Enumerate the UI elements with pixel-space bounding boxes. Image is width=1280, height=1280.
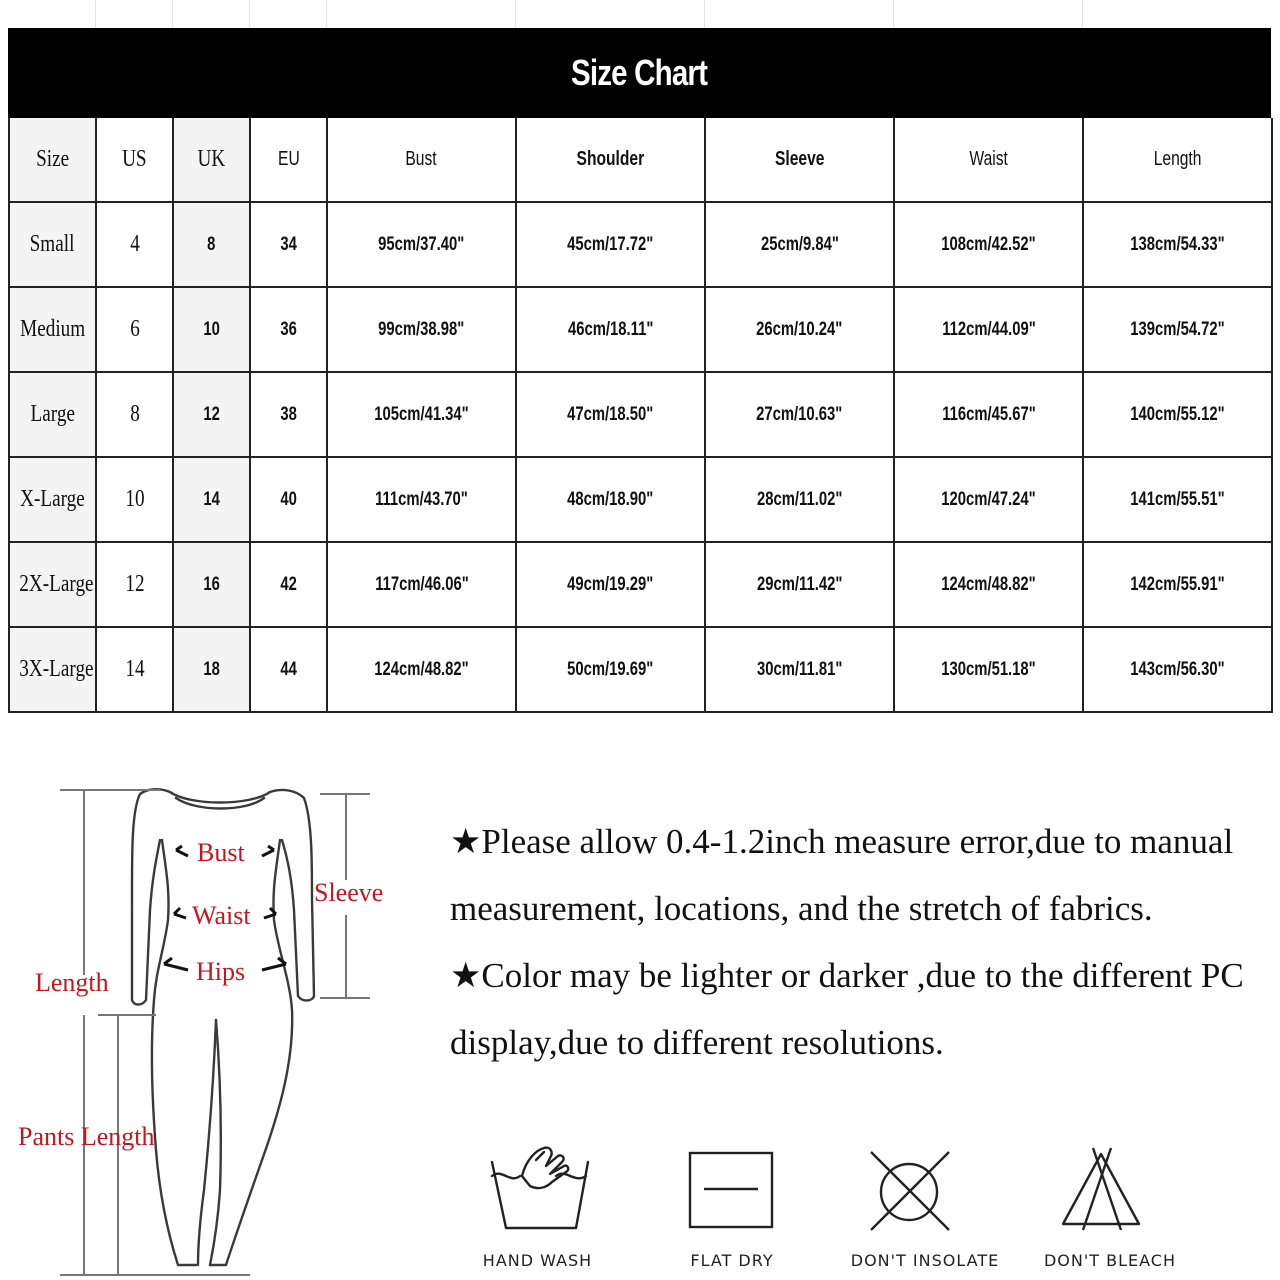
care-label: HAND WASH (482, 1251, 593, 1270)
care-dont-insolate (845, 1140, 1005, 1280)
care-hand-wash (470, 1140, 605, 1280)
size-name-cell: X-Large (9, 457, 96, 542)
measurement-cell: 99cm/38.98" (327, 287, 516, 372)
measurement-cell: 117cm/46.06" (327, 542, 516, 627)
measurement-cell: 30cm/11.81" (705, 627, 894, 712)
care-notes (450, 808, 1250, 1076)
table-row (9, 372, 1272, 457)
size-name-cell: Small (9, 202, 96, 287)
size-chart (8, 28, 1271, 713)
measurement-cell: 124cm/48.82" (327, 627, 516, 712)
measurement-cell: 14 (96, 627, 173, 712)
size-name-cell: Medium (9, 287, 96, 372)
measurement-figure (0, 770, 430, 1280)
measurement-cell: 47cm/18.50" (516, 372, 705, 457)
measurement-cell: 111cm/43.70" (327, 457, 516, 542)
measurement-cell: 4 (96, 202, 173, 287)
length-label: Length (35, 968, 109, 997)
size-table (8, 118, 1273, 713)
measurement-cell: 34 (250, 202, 327, 287)
table-row (9, 287, 1272, 372)
column-header: UK (173, 118, 250, 202)
column-header: Shoulder (516, 118, 705, 202)
do-not-tumble-icon (845, 1140, 1005, 1240)
hand-wash-icon (470, 1140, 605, 1240)
measurement-cell: 28cm/11.02" (705, 457, 894, 542)
measurement-cell: 116cm/45.67" (894, 372, 1083, 457)
column-header: Bust (327, 118, 516, 202)
measurement-cell: 48cm/18.90" (516, 457, 705, 542)
column-header: EU (250, 118, 327, 202)
measurement-cell: 120cm/47.24" (894, 457, 1083, 542)
bust-label: Bust (197, 838, 245, 867)
measurement-cell: 130cm/51.18" (894, 627, 1083, 712)
do-not-bleach-icon (1035, 1140, 1185, 1240)
measurement-cell: 49cm/19.29" (516, 542, 705, 627)
table-row (9, 542, 1272, 627)
measurement-cell: 139cm/54.72" (1083, 287, 1272, 372)
waist-label: Waist (192, 901, 251, 930)
column-header: Waist (894, 118, 1083, 202)
hips-label: Hips (196, 957, 246, 986)
measurement-cell: 36 (250, 287, 327, 372)
measurement-cell: 105cm/41.34" (327, 372, 516, 457)
pants-length-label: Pants Length (18, 1122, 155, 1151)
measurement-cell: 8 (173, 202, 250, 287)
measurement-cell: 10 (173, 287, 250, 372)
measurement-cell: 25cm/9.84" (705, 202, 894, 287)
measurement-cell: 8 (96, 372, 173, 457)
table-row (9, 627, 1272, 712)
chart-title-text: Size Chart (571, 52, 708, 93)
care-label: FLAT DRY (690, 1251, 774, 1270)
care-label: DON'T INSOLATE (850, 1251, 1000, 1270)
measurement-cell: 27cm/10.63" (705, 372, 894, 457)
measurement-cell: 142cm/55.91" (1083, 542, 1272, 627)
size-name-cell: 2X-Large (9, 542, 96, 627)
note-color-variance: ★Color may be lighter or darker ,due to the different PC display,due to different resolutions. (450, 956, 1244, 1062)
measurement-cell: 108cm/42.52" (894, 202, 1083, 287)
note-measure-error: ★Please allow 0.4-1.2inch measure error,due to manual measurement, locations, and the stretch of fabrics. (450, 822, 1234, 928)
measurement-cell: 18 (173, 627, 250, 712)
size-name-cell: Large (9, 372, 96, 457)
column-header: US (96, 118, 173, 202)
measurement-cell: 10 (96, 457, 173, 542)
measurement-cell: 38 (250, 372, 327, 457)
chart-title (8, 28, 1271, 118)
size-name-cell: 3X-Large (9, 627, 96, 712)
measurement-cell: 14 (173, 457, 250, 542)
measurement-cell: 46cm/18.11" (516, 287, 705, 372)
flat-dry-icon (672, 1140, 792, 1240)
measurement-cell: 42 (250, 542, 327, 627)
care-label: DON'T BLEACH (1043, 1251, 1176, 1270)
column-header: Sleeve (705, 118, 894, 202)
measurement-cell: 143cm/56.30" (1083, 627, 1272, 712)
measurement-cell: 50cm/19.69" (516, 627, 705, 712)
measurement-cell: 40 (250, 457, 327, 542)
measurement-cell: 141cm/55.51" (1083, 457, 1272, 542)
measurement-cell: 124cm/48.82" (894, 542, 1083, 627)
table-row (9, 202, 1272, 287)
top-guide-lines (0, 0, 1280, 30)
measurement-cell: 95cm/37.40" (327, 202, 516, 287)
measurement-cell: 44 (250, 627, 327, 712)
table-header-row (9, 118, 1272, 202)
measurement-cell: 26cm/10.24" (705, 287, 894, 372)
care-dont-bleach (1035, 1140, 1185, 1280)
sleeve-label: Sleeve (314, 878, 384, 907)
care-flat-dry (672, 1140, 792, 1280)
measurement-cell: 29cm/11.42" (705, 542, 894, 627)
measurement-cell: 6 (96, 287, 173, 372)
measurement-cell: 138cm/54.33" (1083, 202, 1272, 287)
measurement-cell: 45cm/17.72" (516, 202, 705, 287)
column-header: Length (1083, 118, 1272, 202)
measurement-cell: 140cm/55.12" (1083, 372, 1272, 457)
measurement-cell: 112cm/44.09" (894, 287, 1083, 372)
table-row (9, 457, 1272, 542)
measurement-cell: 16 (173, 542, 250, 627)
column-header: Size (9, 118, 96, 202)
measurement-cell: 12 (96, 542, 173, 627)
measurement-cell: 12 (173, 372, 250, 457)
